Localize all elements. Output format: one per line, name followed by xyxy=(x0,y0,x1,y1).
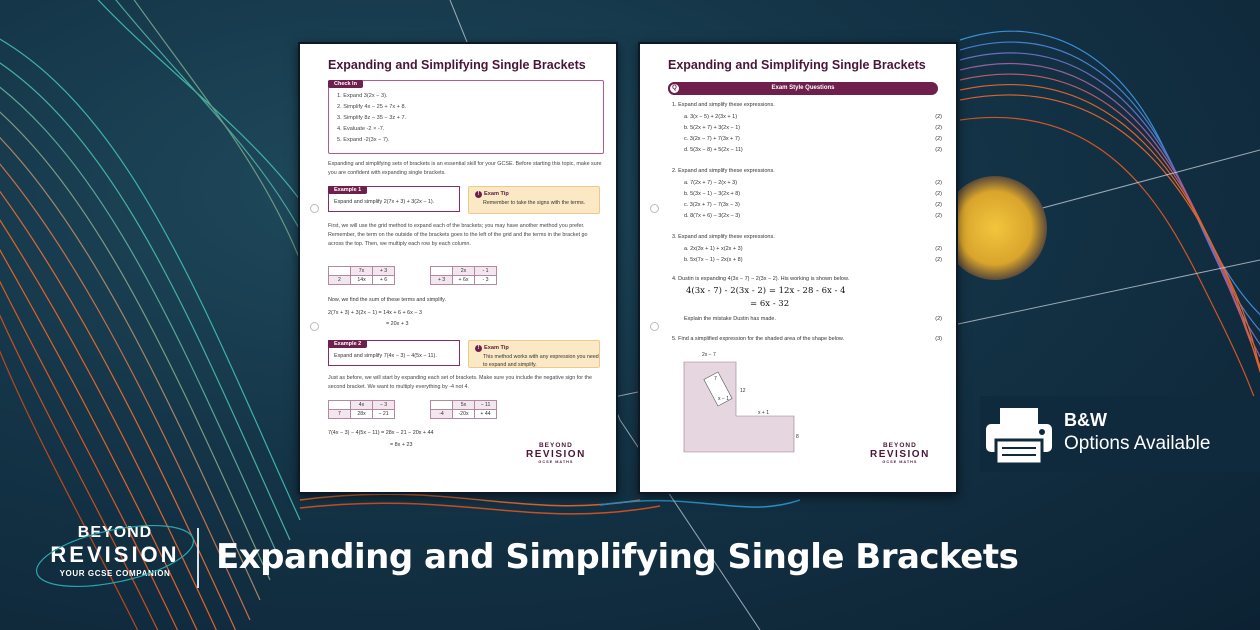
bw-options-badge xyxy=(980,396,1260,472)
example-2-label: Example 2 xyxy=(328,340,367,348)
punch-hole xyxy=(650,322,659,331)
shape-label-bottom-side: 8 xyxy=(796,434,799,440)
check-in-item: 1. Expand 3(2x − 3). xyxy=(337,93,388,99)
punch-hole xyxy=(310,322,319,331)
question-4-explain: Explain the mistake Dustin has made. (2) xyxy=(684,316,942,322)
intro-paragraph: Expanding and simplifying sets of brackets is an essential skill for your GCSE. Before starting this topic, make sure you are confident with expanding single brackets. xyxy=(328,161,602,176)
question-2: 2. Expand and simplify these expressions. xyxy=(672,168,775,174)
question-part: b. 5x(7x − 1) − 2x(x + 8) (2) xyxy=(684,257,942,263)
info-icon: ! xyxy=(475,191,482,198)
question-part: c. 3(2x + 7) − 7(3x − 3) (2) xyxy=(684,202,942,208)
sum-text: Now, we find the sum of these terms and simplify. xyxy=(328,297,446,303)
question-part: d. 8(7x + 6) − 3(2x − 3) (2) xyxy=(684,213,942,219)
working-line: 7(4x − 3) − 4(5x − 11) = 28x − 21 − 20x + 44 xyxy=(328,430,434,436)
question-part: b. 5(3x − 1) − 3(2x + 8) (2) xyxy=(684,191,942,197)
exam-tip-title: Exam Tip xyxy=(484,345,509,351)
question-4: 4. Dustin is expanding 4(3x − 7) − 2(3x − 2). His working is shown below. xyxy=(672,276,850,282)
check-in-item: 2. Simplify 4x − 25 + 7x + 8. xyxy=(337,104,407,110)
working-line: = 20x + 3 xyxy=(386,321,409,327)
exam-tip-2 xyxy=(468,340,600,368)
question-part: a. 7(2x + 7) − 2(x + 3) (2) xyxy=(684,180,942,186)
check-in-item: 4. Evaluate -2 × -7. xyxy=(337,126,385,132)
check-in-item: 3. Simplify 8z − 35 − 3z + 7. xyxy=(337,115,407,121)
sheet-title: Expanding and Simplifying Single Brackets xyxy=(328,58,586,72)
dustin-working: 4(3x - 7) - 2(3x - 2) = 12x - 28 - 6x - 4 xyxy=(686,286,846,296)
punch-hole xyxy=(650,204,659,213)
example-1-box xyxy=(328,186,460,212)
question-part: c. 3(2x − 7) + 7(3x + 7) (2) xyxy=(684,136,942,142)
info-icon: ! xyxy=(475,345,482,352)
grid-table-2b: 5x − 11 -4 -20x + 44 xyxy=(430,400,497,419)
question-3: 3. Expand and simplify these expressions. xyxy=(672,234,775,240)
question-part: d. 5(3x − 8) + 5(2x − 11) (2) xyxy=(684,147,942,153)
shape-label-side: 12 xyxy=(740,388,746,394)
check-in-box xyxy=(328,80,604,154)
exam-tip-body: Remember to take the signs with the terms. xyxy=(483,200,586,206)
exam-questions-title: Exam Style Questions xyxy=(771,85,835,91)
question-1: 1. Expand and simplify these expressions. xyxy=(672,102,775,108)
page-title: Expanding and Simplifying Single Brackets xyxy=(216,537,1019,577)
shape-label-inner-h: x − 1 xyxy=(718,396,729,402)
example-1-label: Example 1 xyxy=(328,186,367,194)
example-1-text: Expand and simplify 2(7x + 3) + 3(2x − 1). xyxy=(334,199,435,205)
worksheet-page-1 xyxy=(298,42,618,494)
logo-swoosh xyxy=(30,514,200,594)
sheet-brand-logo: BEYOND REVISION GCSE MATHS xyxy=(870,442,930,464)
punch-hole xyxy=(310,204,319,213)
question-part: a. 3(x − 5) + 2(3x + 1) (2) xyxy=(684,114,942,120)
exam-tip-1 xyxy=(468,186,600,214)
l-shape-diagram xyxy=(680,344,810,454)
exam-tip-body: This method works with any expression you need to expand and simplify. xyxy=(483,354,599,368)
exam-tip-title: Exam Tip xyxy=(484,191,509,197)
shape-label-step: x + 1 xyxy=(758,410,769,416)
example-2-box xyxy=(328,340,460,366)
shape-label-top: 2x − 7 xyxy=(702,352,716,358)
method-paragraph: First, we will use the grid method to expand each of the brackets; you may have another method you prefer. Remember, the term on the outside of the brackets goes to the left of the grid and the terms in the bracket go across the top. Then, we multiply each row by each column. xyxy=(328,223,588,247)
beyond-revision-logo: BEYOND REVISION YOUR GCSE COMPANION xyxy=(30,514,200,594)
sheet-brand-logo: BEYOND REVISION GCSE MATHS xyxy=(526,442,586,464)
grid-table-2a: 4x − 3 7 28x − 21 xyxy=(328,400,395,419)
title-divider xyxy=(197,528,199,588)
working-line: = 8x + 23 xyxy=(390,442,413,448)
check-in-label: Check In xyxy=(328,80,363,88)
grid-table-1b: 2x - 1 + 3 + 6x - 3 xyxy=(430,266,497,285)
question-part: a. 2x(3x + 1) + x(2x + 3) (2) xyxy=(684,246,942,252)
dustin-working: = 6x - 32 xyxy=(750,299,790,309)
question-icon: Q xyxy=(668,82,681,95)
shape-label-inner-w: 7 xyxy=(714,376,717,382)
working-line: 2(7x + 3) + 3(2x − 1) = 14x + 6 + 6x − 3 xyxy=(328,310,422,316)
exam-questions-header xyxy=(668,82,938,95)
options-available-label: Options Available xyxy=(1064,433,1211,454)
bw-label: B&W xyxy=(1064,410,1107,430)
sheet-title: Expanding and Simplifying Single Brackets xyxy=(668,58,926,72)
grid-table-1a: 7x + 3 2 14x + 6 xyxy=(328,266,395,285)
question-5: 5. Find a simplified expression for the shaded area of the shape below. (3) xyxy=(672,336,942,342)
printer-icon xyxy=(982,404,1056,468)
check-in-item: 5. Expand -2(3x − 7). xyxy=(337,137,390,143)
before-paragraph: Just as before, we will start by expanding each set of brackets. Make sure you include the negative sign for the second bracket. We want to multiply everything by -4 not 4. xyxy=(328,375,592,390)
worksheet-page-2 xyxy=(638,42,958,494)
example-2-text: Expand and simplify 7(4x − 3) − 4(5x − 11). xyxy=(334,353,437,359)
question-part: b. 5(2x + 7) + 3(2x − 1) (2) xyxy=(684,125,942,131)
